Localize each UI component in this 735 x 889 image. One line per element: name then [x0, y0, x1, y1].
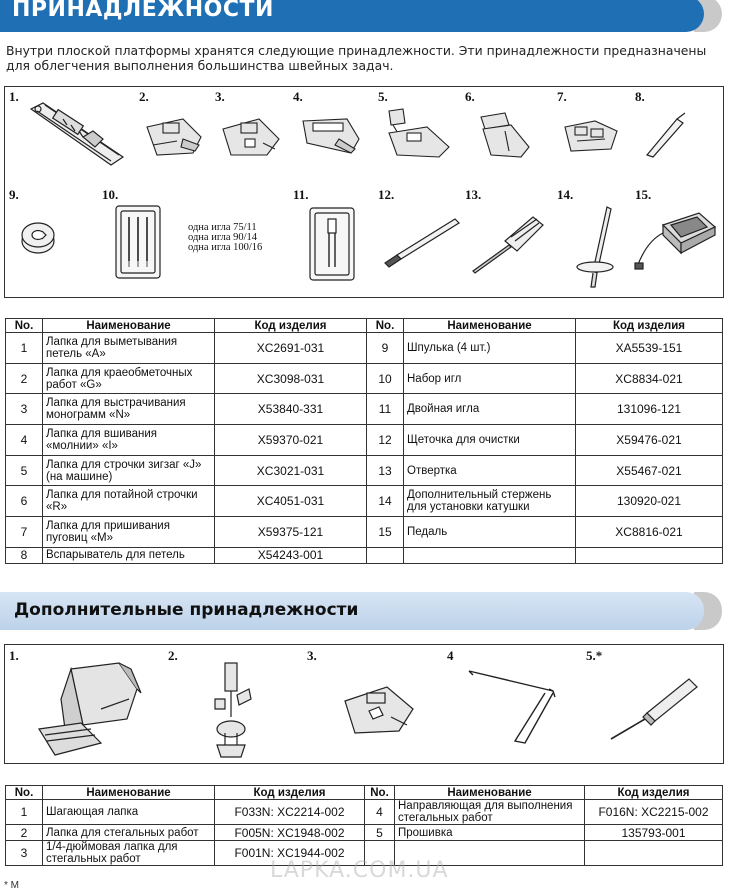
table-row: [6, 825, 723, 841]
item-name: Лапка для строчки зигзаг «J» (на машине): [43, 455, 215, 486]
item-code: XC3098-031: [215, 363, 367, 394]
table-row: [6, 363, 723, 394]
item-code: F001N: XC1944-002: [215, 841, 365, 866]
item-number: 5: [365, 825, 395, 841]
empty-cell: [404, 547, 576, 563]
quilting-foot-image: [205, 659, 257, 759]
item-name: 1/4-дюймовая лапка для стегальных работ: [43, 841, 215, 866]
item-name: Лапка для выметывания петель «A»: [43, 333, 215, 364]
item-name: Педаль: [404, 517, 576, 548]
zipper-foot-image: [299, 113, 363, 158]
optional-accessories-table: [5, 785, 723, 866]
figure-label: 13.: [465, 187, 482, 202]
walking-foot-image: [31, 659, 149, 759]
item-name: Прошивка: [395, 825, 585, 841]
table-row: [6, 394, 723, 425]
needle-caption-line: одна игла 75/11: [188, 222, 257, 233]
buttonhole-foot-image: [23, 97, 128, 172]
item-name: Шагающая лапка: [43, 800, 215, 825]
figure-label: 12.: [378, 187, 395, 202]
item-code: XA5539-151: [576, 333, 723, 364]
accessories-figure: [4, 86, 724, 298]
watermark: LAPKA.COM.UA: [270, 858, 449, 883]
item-code: X53840-331: [215, 394, 367, 425]
item-number: 9: [367, 333, 404, 364]
column-header: No.: [365, 786, 395, 800]
figure-label: 5.*: [586, 648, 603, 663]
item-name: Вспарыватель для петель: [43, 547, 215, 563]
item-name: Шпулька (4 шт.): [404, 333, 576, 364]
item-name: Лапка для вшивания «молнии» «I»: [43, 425, 215, 456]
item-number: 4: [365, 800, 395, 825]
item-code: X59375-121: [215, 517, 367, 548]
item-code: XC2691-031: [215, 333, 367, 364]
item-code: XC3021-031: [215, 455, 367, 486]
item-code: F016N: XC2215-002: [585, 800, 723, 825]
item-code: X55467-021: [576, 455, 723, 486]
column-header: Наименование: [404, 319, 576, 333]
figure-label: 2.: [139, 89, 149, 104]
item-code: XC4051-031: [215, 486, 367, 517]
column-header: Код изделия: [585, 786, 723, 800]
empty-cell: [367, 547, 404, 563]
item-name: Лапка для пришивания пуговиц «M»: [43, 517, 215, 548]
item-code: XC8834-021: [576, 363, 723, 394]
button-sewing-foot-image: [561, 119, 621, 155]
item-name: Отвертка: [404, 455, 576, 486]
foot-controller-image: [633, 209, 719, 279]
table-row: [6, 425, 723, 456]
section-title: ПРИНАДЛЕЖНОСТИ: [12, 0, 274, 22]
item-number: 7: [6, 517, 43, 548]
item-number: 1: [6, 800, 43, 825]
item-number: 2: [6, 825, 43, 841]
figure-label: 15.: [635, 187, 652, 202]
item-number: 13: [367, 455, 404, 486]
table-row: [6, 486, 723, 517]
item-number: 5: [6, 455, 43, 486]
optional-accessories-figure: [4, 644, 724, 764]
item-number: 2: [6, 363, 43, 394]
zigzag-foot-image: [383, 107, 453, 159]
figure-label: 4.: [293, 89, 303, 104]
item-number: 11: [367, 394, 404, 425]
item-number: 12: [367, 425, 404, 456]
item-code: F005N: XC1948-002: [215, 825, 365, 841]
figure-label: 1.: [9, 89, 19, 104]
empty-cell: [585, 841, 723, 866]
screwdriver-image: [465, 211, 549, 277]
item-number: 14: [367, 486, 404, 517]
item-number: 3: [6, 394, 43, 425]
needle-set-image: [115, 205, 161, 279]
table-row: [6, 455, 723, 486]
figure-label: 1.: [9, 648, 19, 663]
table-header-row: [6, 786, 723, 800]
item-code: X59476-021: [576, 425, 723, 456]
column-header: Код изделия: [215, 319, 367, 333]
table-header-row: [6, 319, 723, 333]
item-name: Лапка для выстрачивания монограмм «N»: [43, 394, 215, 425]
item-name: Лапка для потайной строчки «R»: [43, 486, 215, 517]
column-header: Наименование: [43, 319, 215, 333]
intro-text: Внутри плоской платформы хранятся следующие принадлежности. Эти принадлежности предназначены для облегчения выполнения большинства швейных задач.: [6, 43, 707, 73]
column-header: No.: [6, 319, 43, 333]
figure-label: 3.: [215, 89, 225, 104]
figure-label: 11.: [293, 187, 309, 202]
figure-label: 3.: [307, 648, 317, 663]
figure-label: 10.: [102, 187, 119, 202]
figure-label: 5.: [378, 89, 388, 104]
item-code: X54243-001: [215, 547, 367, 563]
item-name: Дополнительный стержень для установки катушки: [404, 486, 576, 517]
item-code: 130920-021: [576, 486, 723, 517]
column-header: Наименование: [395, 786, 585, 800]
twin-needle-image: [309, 207, 355, 281]
cleaning-brush-image: [379, 215, 463, 271]
figure-label: 14.: [557, 187, 574, 202]
item-code: F033N: XC2214-002: [215, 800, 365, 825]
item-name: Двойная игла: [404, 394, 576, 425]
item-number: 15: [367, 517, 404, 548]
needle-caption: [188, 223, 262, 253]
item-number: 8: [6, 547, 43, 563]
item-code: X59370-021: [215, 425, 367, 456]
item-number: 6: [6, 486, 43, 517]
item-name: Набор игл: [404, 363, 576, 394]
seam-ripper-image: [637, 111, 689, 159]
footnote: * M: [4, 880, 19, 889]
section-banner-accessories: [0, 0, 722, 32]
quilting-guide-image: [465, 663, 561, 749]
column-header: Код изделия: [215, 786, 365, 800]
needle-caption-line: одна игла 100/16: [188, 242, 263, 253]
quarter-inch-foot-image: [339, 681, 417, 737]
item-number: 10: [367, 363, 404, 394]
item-code: XC8816-021: [576, 517, 723, 548]
item-number: 4: [6, 425, 43, 456]
column-header: No.: [6, 786, 43, 800]
column-header: Наименование: [43, 786, 215, 800]
figure-label: 9.: [9, 187, 19, 202]
section-title: Дополнительные принадлежности: [14, 600, 359, 620]
item-name: Направляющая для выполнения стегальных работ: [395, 800, 585, 825]
table-row: [6, 333, 723, 364]
item-code: 135793-001: [585, 825, 723, 841]
stiletto-image: [607, 673, 699, 743]
item-name: Лапка для стегальных работ: [43, 825, 215, 841]
table-row: [6, 547, 723, 563]
spool-pin-image: [571, 203, 631, 289]
figure-label: 2.: [168, 648, 178, 663]
empty-cell: [576, 547, 723, 563]
section-banner-optional-accessories: [0, 592, 722, 630]
item-name: Щеточка для очистки: [404, 425, 576, 456]
needle-caption-line: одна игла 90/14: [188, 232, 258, 243]
figure-label: 7.: [557, 89, 567, 104]
figure-label: 8.: [635, 89, 645, 104]
table-row: [6, 517, 723, 548]
column-header: Код изделия: [576, 319, 723, 333]
item-number: 1: [6, 333, 43, 364]
column-header: No.: [367, 319, 404, 333]
overcasting-foot-image: [143, 115, 205, 160]
item-number: 3: [6, 841, 43, 866]
table-row: [6, 800, 723, 825]
bobbin-image: [19, 219, 57, 257]
item-code: 131096-121: [576, 394, 723, 425]
figure-label: 4: [447, 648, 454, 663]
item-name: Лапка для краеобметочных работ «G»: [43, 363, 215, 394]
accessories-table: [5, 318, 723, 564]
figure-label: 6.: [465, 89, 475, 104]
monogram-foot-image: [219, 115, 283, 160]
blind-stitch-foot-image: [475, 111, 535, 161]
